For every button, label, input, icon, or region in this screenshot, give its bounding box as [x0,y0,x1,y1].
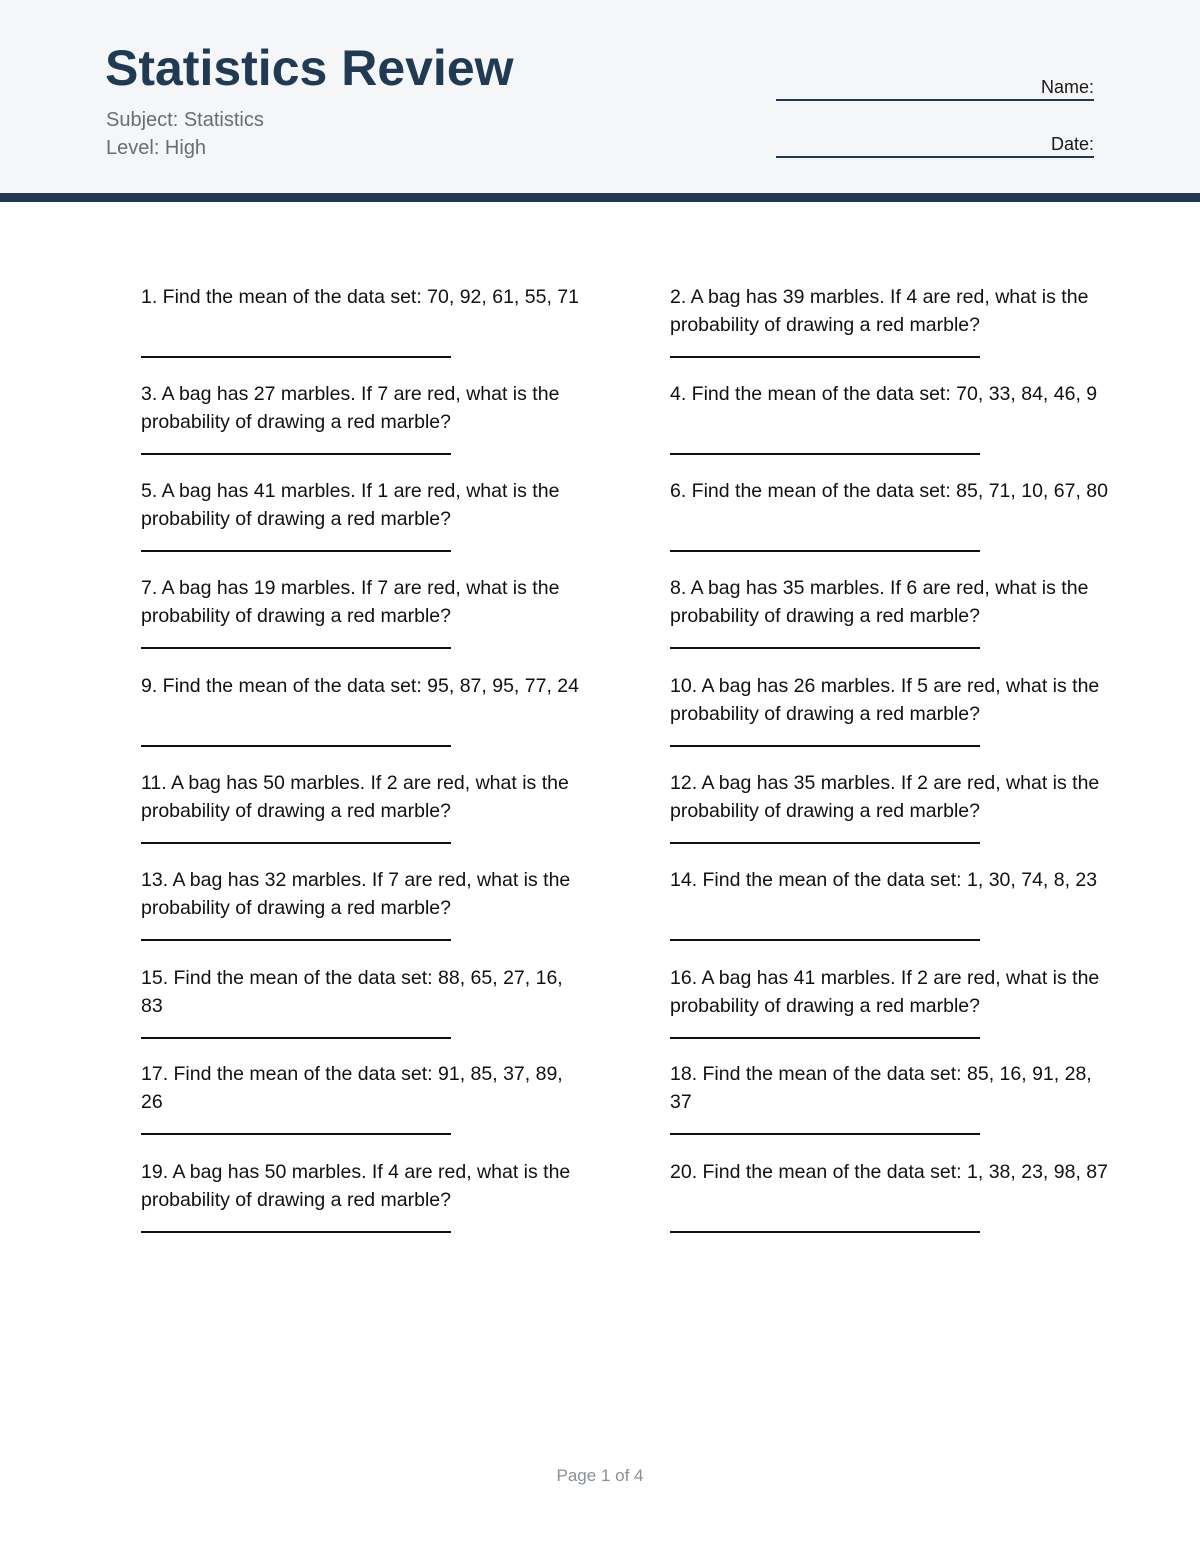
question-text: 17. Find the mean of the data set: 91, 85, 37, 89, 26 [141,1063,563,1113]
answer-line[interactable] [141,842,451,844]
answer-line[interactable] [670,1133,980,1135]
answer-line[interactable] [141,745,451,747]
answer-line[interactable] [670,550,980,552]
question-text: 10. A bag has 26 marbles. If 5 are red, what is the probability of drawing a red marble? [670,675,1100,725]
question-item [670,866,1110,894]
question-item [141,380,581,436]
answer-line[interactable] [141,453,451,455]
question-text: 20. Find the mean of the data set: 1, 38, 23, 98, 87 [670,1161,1108,1183]
question-item [141,283,581,311]
question-text: 12. A bag has 35 marbles. If 2 are red, what is the probability of drawing a red marble? [670,772,1100,822]
question-item [670,672,1110,728]
question-text: 9. Find the mean of the data set: 95, 87, 95, 77, 24 [141,675,579,697]
answer-line[interactable] [670,842,980,844]
name-label: Name: [1040,77,1094,97]
answer-line[interactable] [141,1231,451,1233]
question-item [141,1158,581,1214]
answer-line[interactable] [670,453,980,455]
answer-line[interactable] [670,647,980,649]
question-item [141,769,581,825]
answer-line[interactable] [670,745,980,747]
question-text: 16. A bag has 41 marbles. If 2 are red, what is the probability of drawing a red marble? [670,967,1100,1017]
subject-label: Subject: Statistics [106,109,264,131]
question-text: 18. Find the mean of the data set: 85, 16, 91, 28, 37 [670,1063,1092,1113]
question-item [141,964,581,1020]
answer-line[interactable] [141,356,451,358]
question-item [670,477,1110,505]
question-text: 8. A bag has 35 marbles. If 6 are red, what is the probability of drawing a red marble? [670,577,1089,627]
question-text: 1. Find the mean of the data set: 70, 92, 61, 55, 71 [141,286,579,308]
question-item [141,1060,581,1116]
answer-line[interactable] [141,939,451,941]
question-text: 19. A bag has 50 marbles. If 4 are red, what is the probability of drawing a red marble? [141,1161,571,1211]
answer-line[interactable] [141,1037,451,1039]
answer-line[interactable] [141,647,451,649]
question-text: 14. Find the mean of the data set: 1, 30, 74, 8, 23 [670,869,1098,891]
question-item [141,672,581,700]
question-item [670,380,1110,408]
question-item [670,964,1110,1020]
question-text: 5. A bag has 41 marbles. If 1 are red, what is the probability of drawing a red marble? [141,480,560,530]
answer-line[interactable] [670,1037,980,1039]
answer-line[interactable] [670,1231,980,1233]
question-item [670,1158,1110,1186]
question-text: 4. Find the mean of the data set: 70, 33, 84, 46, 9 [670,383,1098,405]
question-item [670,574,1110,630]
answer-line[interactable] [670,939,980,941]
question-item [141,866,581,922]
question-text: 7. A bag has 19 marbles. If 7 are red, what is the probability of drawing a red marble? [141,577,560,627]
question-text: 15. Find the mean of the data set: 88, 65, 27, 16, 83 [141,967,563,1017]
answer-line[interactable] [670,356,980,358]
question-text: 3. A bag has 27 marbles. If 7 are red, what is the probability of drawing a red marble? [141,383,560,433]
question-item [670,283,1110,339]
level-label: Level: High [106,137,207,159]
answer-line[interactable] [141,1133,451,1135]
question-text: 13. A bag has 32 marbles. If 7 are red, what is the probability of drawing a red marble? [141,869,571,919]
date-label: Date: [1050,134,1094,154]
question-item [141,477,581,533]
worksheet-title: Statistics Review [105,40,514,96]
question-text: 11. A bag has 50 marbles. If 2 are red, what is the probability of drawing a red marble? [141,772,569,822]
question-item [670,1060,1110,1116]
answer-line[interactable] [141,550,451,552]
question-item [670,769,1110,825]
question-item [141,574,581,630]
question-text: 6. Find the mean of the data set: 85, 71, 10, 67, 80 [670,480,1108,502]
question-text: 2. A bag has 39 marbles. If 4 are red, what is the probability of drawing a red marble? [670,286,1089,336]
page-number: Page 1 of 4 [556,1466,644,1485]
